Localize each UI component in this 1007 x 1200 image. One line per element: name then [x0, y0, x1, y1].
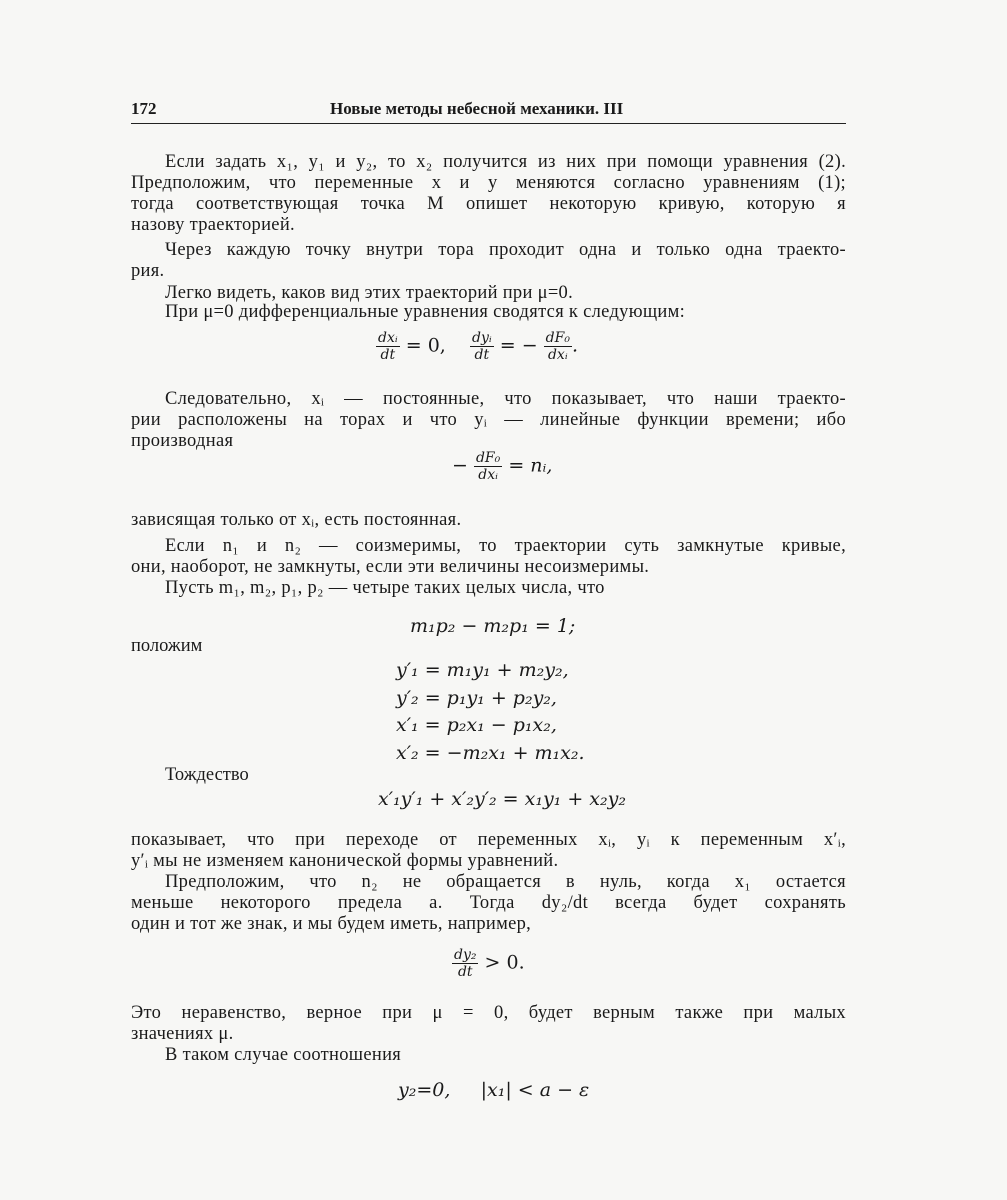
equation-line: x′₂ = −m₂x₁ + m₁x₂.: [396, 741, 585, 764]
page-number: 172: [131, 99, 157, 118]
paragraph-7: [131, 536, 846, 578]
paragraph-12: [131, 1045, 846, 1066]
equation-line: y′₁ = m₁y₁ + m₂y₂,: [396, 659, 569, 681]
equation-6: $\frac{\text{dy₂}}{dt}$ > 0.: [454, 947, 525, 980]
paragraph-3: [131, 283, 846, 304]
paragraph-11: [131, 1003, 846, 1045]
text-line: назову траекторией.: [131, 215, 295, 235]
equation-1: $\frac{\text{dxᵢ}}{dt}$ = 0, $\frac{\text{dyᵢ}}{dt}$ = − $\frac{\text{dF₀}}{\text{dxᵢ}}$ .: [378, 330, 579, 363]
text-line: рия.: [131, 261, 165, 281]
paragraph-1: [131, 152, 846, 236]
equation-5: x′₁y′₁ + x′₂y′₂ = x₁y₁ + x₂y₂: [378, 788, 626, 810]
text-line: один и тот же знак, и мы будем иметь, например,: [131, 914, 532, 934]
text-line: тогда соответствующая точка M опишет некоторую кривую, которую я: [131, 194, 846, 214]
fraction: $\frac{\text{dxᵢ}}{dt}$: [378, 330, 398, 363]
text-line: производная: [131, 431, 234, 451]
equation-2: − $\frac{\text{dF₀}}{\text{dxᵢ}}$ = nᵢ,: [452, 450, 553, 483]
equation-7: y₂=0, |x₁| < a − ε: [398, 1079, 590, 1101]
text-line: Если n₁ и n₂ — соизмеримы, то траектории суть замкнутые кривые,: [165, 536, 846, 556]
equation-line: x′₁ = p₂x₁ − p₁x₂,: [396, 714, 557, 736]
text-line: В таком случае соотношения: [165, 1045, 402, 1065]
text-line: зависящая только от xᵢ, есть постоянная.: [131, 510, 462, 530]
text-line: Легко видеть, каков вид этих траекторий при μ=0.: [165, 283, 574, 303]
running-title: Новые методы небесной механики. III: [330, 99, 624, 118]
text-line: Предположим, что n₂ не обращается в нуль, когда x₁ остается: [165, 872, 846, 892]
paragraph-10: [131, 872, 846, 935]
equation-line: y′₂ = p₁y₁ + p₂y₂,: [396, 686, 557, 709]
paragraph-4: [131, 302, 846, 323]
running-header: [131, 97, 846, 124]
fraction: $\frac{\text{dF₀}}{\text{dxᵢ}}$: [545, 330, 570, 363]
text-line: Через каждую точку внутри тора проходит одна и только одна траекто-: [165, 240, 846, 260]
text-line: меньше некоторого предела a. Тогда dy₂/dt всегда будет сохранять: [131, 893, 846, 913]
paragraph-6: [131, 510, 846, 531]
paragraph-9: [131, 830, 846, 872]
text-line: Если задать x₁, y₁ и y₂, то x₂ получится из них при помощи уравнения (2).: [165, 152, 846, 172]
text-line: Предположим, что переменные x и y меняются согласно уравнениям (1);: [131, 173, 846, 193]
paragraph-5: [131, 389, 846, 452]
text-line: рии расположены на торах и что yᵢ — линейные функции времени; ибо: [131, 410, 846, 430]
text-line: y′ᵢ мы не изменяем канонической формы уравнений.: [131, 851, 559, 871]
label-polozhim: положим: [131, 636, 203, 656]
text-line: Пусть m₁, m₂, p₁, p₂ — четыре таких целых числа, что: [165, 578, 605, 598]
equation-3: m₁p₂ − m₂p₁ = 1;: [410, 615, 576, 637]
paragraph-8: [131, 578, 846, 599]
text-line: показывает, что при переходе от переменных xᵢ, yᵢ к переменным x′ᵢ,: [131, 830, 846, 850]
fraction: $\frac{\text{dF₀}}{\text{dxᵢ}}$: [475, 450, 501, 483]
text-line: значениях μ.: [131, 1024, 234, 1044]
text-line: При μ=0 дифференциальные уравнения сводятся к следующим:: [165, 302, 686, 322]
fraction: $\frac{\text{dyᵢ}}{dt}$: [472, 330, 492, 363]
text-line: они, наоборот, не замкнуты, если эти величины несоизмеримы.: [131, 557, 650, 577]
paragraph-2: [131, 240, 846, 282]
label-tozhdestvo: Тождество: [165, 765, 249, 785]
equation-4: [396, 657, 585, 767]
fraction: $\frac{\text{dy₂}}{dt}$: [454, 947, 477, 980]
text-line: Следовательно, xᵢ — постоянные, что показывает, что наши траекто-: [165, 389, 846, 409]
text-line: Это неравенство, верное при μ = 0, будет верным также при малых: [131, 1003, 846, 1023]
